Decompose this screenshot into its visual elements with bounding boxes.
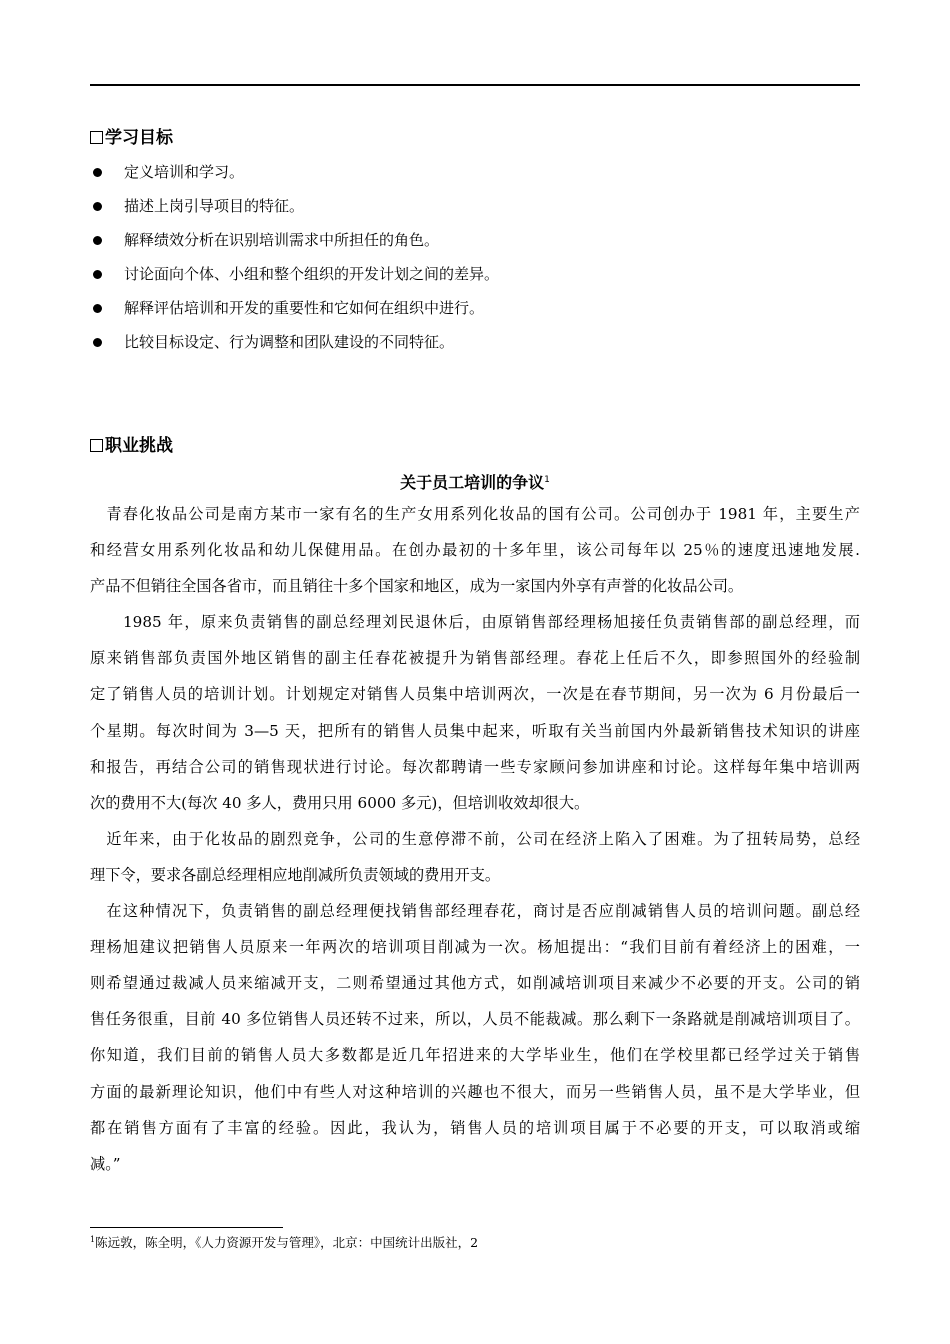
footnote-reference[interactable]: 1 [544,475,550,485]
paragraph-line: 近年来，由于化妆品的剧烈竞争，公司的生意停滞不前，公司在经济上陷入了困难。为了扭转局势，总经 [90,829,860,848]
list-item [90,262,860,296]
paragraph-line: 理下令，要求各副总经理相应地削减所负责领域的费用开支。 [90,865,501,884]
paragraph-line: 定了销售人员的培训计划。计划规定对销售人员集中培训两次，一次是在春节期间，另一次为 6 月份最后一 [90,685,860,704]
case-body [90,500,860,1186]
paragraph-line: 在这种情况下，负责销售的副总经理便找销售部经理春花，商讨是否应削减销售人员的培训问题。副总经 [90,902,860,921]
list-item-text: 解释评估培训和开发的重要性和它如何在组织中进行。 [124,299,485,317]
section-heading-text: 职业挑战 [105,436,173,456]
footnote-rule [90,1227,283,1228]
paragraph-line: 减。” [90,1154,121,1173]
list-item [90,194,860,228]
paragraph-line: 你知道，我们目前的销售人员大多数都是近几年招进来的大学毕业生，他们在学校里都已经学过关于销售 [90,1046,860,1065]
list-item-text: 描述上岗引导项目的特征。 [124,197,305,215]
bullet-icon [93,270,102,279]
bullet-icon [93,338,102,347]
list-item-text: 定义培训和学习。 [124,163,245,181]
objectives-list [90,160,860,364]
paragraph-line: 次的费用不大(每次 40 多人，费用只用 6000 多元)，但培训收效却很大。 [90,793,590,812]
bullet-icon [93,236,102,245]
case-title-text: 关于员工培训的争议 [400,473,545,492]
list-item [90,228,860,262]
list-item-text: 解释绩效分析在识别培训需求中所担任的角色。 [124,231,440,249]
paragraph-line: 1985 年，原来负责销售的副总经理刘民退休后，由原销售部经理杨旭接任负责销售部的副总经理，而 [90,613,860,632]
list-item-text: 比较目标设定、行为调整和团队建设的不同特征。 [124,333,455,351]
list-item [90,160,860,194]
paragraph-line: 青春化妆品公司是南方某市一家有名的生产女用系列化妆品的国有公司。公司创办于 1981 年，主要生产 [90,505,860,523]
section-heading-text: 学习目标 [105,128,173,148]
footnote [90,1231,478,1252]
paragraph-line: 产品不但销往全国各省市，而且销往十多个国家和地区，成为一家国内外享有声誉的化妆品公司。 [90,577,744,596]
checkbox-square-icon [90,131,103,144]
paragraph-line: 和报告，再结合公司的销售现状进行讨论。每次都聘请一些专家顾问参加讲座和讨论。这样每年集中培训两 [90,757,860,776]
bullet-icon [93,202,102,211]
paragraph-line: 则希望通过裁减人员来缩减开支，二则希望通过其他方式，如削减培训项目来减少不必要的开支。公司的销 [90,974,860,993]
header-rule [90,84,860,86]
paragraph-line: 理杨旭建议把销售人员原来一年两次的培训项目削减为一次。杨旭提出：“我们目前有着经济上的困难，一 [90,938,860,957]
footnote-text: 陈远敦，陈全明，《人力资源开发与管理》，北京：中国统计出版社，2 [95,1235,479,1250]
paragraph-line: 个星期。每次时间为 3—5 天，把所有的销售人员集中起来，听取有关当前国内外最新销售技术知识的讲座 [90,721,860,740]
paragraph-line: 和经营女用系列化妆品和幼儿保健用品。在创办最初的十多年里，该公司每年以 25％的速度迅速地发展. [90,541,860,560]
list-item [90,330,860,364]
paragraph-line: 原来销售部负责国外地区销售的副主任春花被提升为销售部经理。春花上任后不久，即参照国外的经验制 [90,649,860,668]
list-item-text: 讨论面向个体、小组和整个组织的开发计划之间的差异。 [124,265,500,283]
paragraph-line: 售任务很重，目前 40 多位销售人员还转不过来，所以，人员不能裁减。那么剩下一条路就是削减培训项目了。 [90,1010,860,1029]
paragraph-line: 方面的最新理论知识，他们中有些人对这种培训的兴趣也不很大，而另一些销售人员，虽不是大学毕业，但 [90,1082,860,1101]
bullet-icon [93,168,102,177]
section-heading-challenge [90,435,173,457]
paragraph-line: 都在销售方面有了丰富的经验。因此，我认为，销售人员的培训项目属于不必要的开支，可以取消或缩 [90,1118,860,1137]
section-heading-objectives [90,127,173,149]
list-item [90,296,860,330]
case-title [90,469,860,494]
footnote-mark: 1 [90,1235,96,1244]
bullet-icon [93,304,102,313]
checkbox-square-icon [90,439,103,452]
